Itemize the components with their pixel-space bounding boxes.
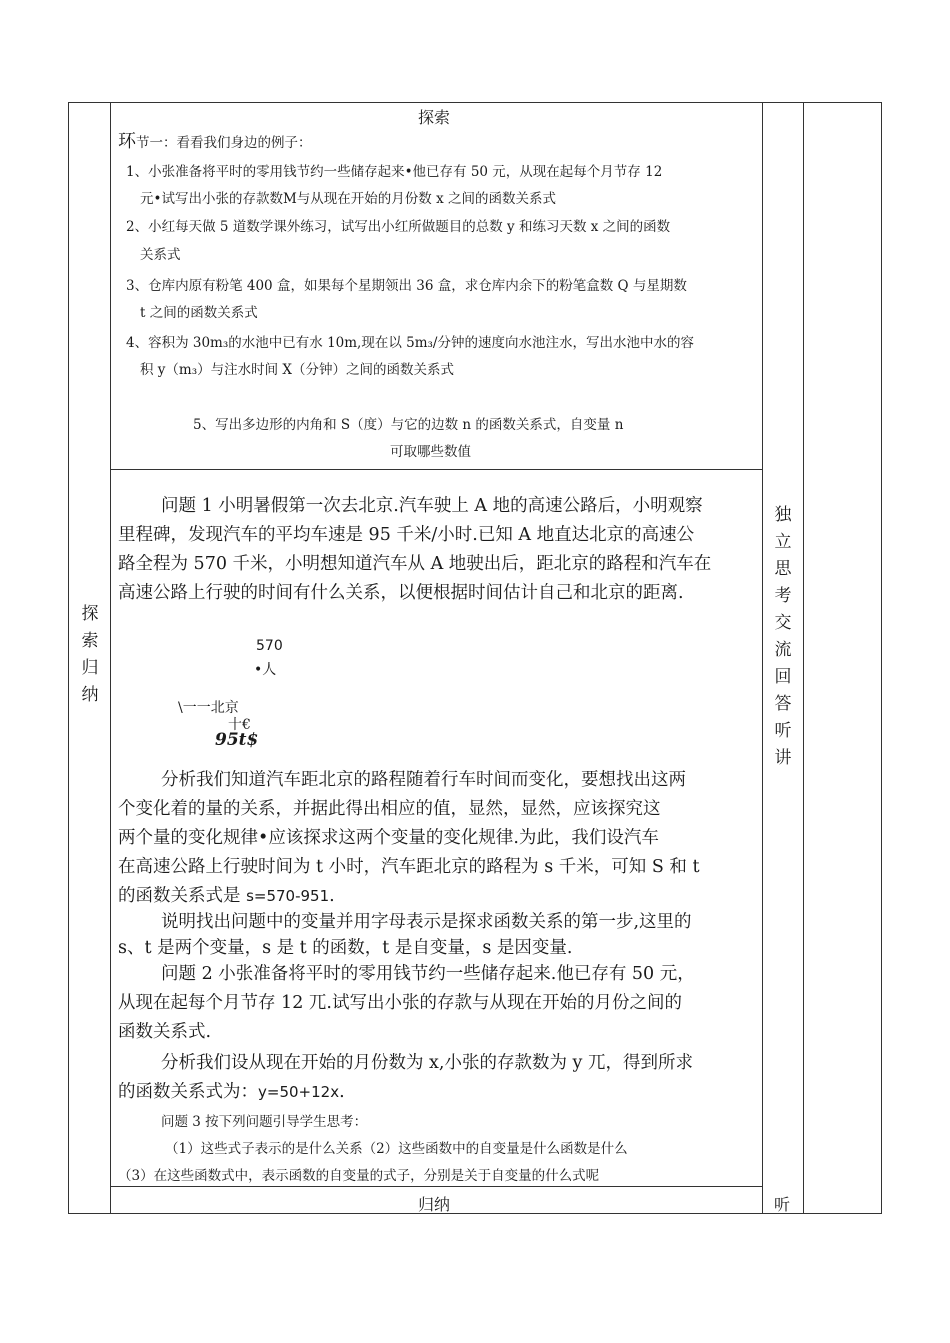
explore-intro — [118, 132, 312, 153]
figure-marker: 十€ — [228, 717, 251, 733]
explore-item-1-line-2: 元•试写出小张的存款数M与从现在开始的月份数 x 之间的函数关系式 — [140, 191, 556, 207]
problem1-line-1: 问题 1 小明暑假第一次去北京.汽车驶上 A 地的高速公路后，小明观察 — [161, 496, 703, 516]
explore-title: 探索 — [418, 108, 451, 127]
analysis2-formula: y=50+12x — [258, 1083, 340, 1101]
problem3-title: 问题 3 按下列问题引导学生思考： — [161, 1114, 368, 1130]
problem1-line-4: 高速公路上行驶的时间有什么关系，以便根据时间估计自己和北京的距离. — [118, 583, 684, 603]
explain-line-1: 说明找出问题中的变量并用字母表示是探求函数关系的第一步,这里的 — [161, 912, 692, 932]
table-border-top — [68, 102, 882, 103]
problem2-line-2: 从现在起每个月节存 12 兀.试写出小张的存款与从现在开始的月份之间的 — [118, 993, 682, 1013]
problem1-line-2: 里程碑，发现汽车的平均车速是 95 千米/小时.已知 A 地直达北京的高速公 — [118, 525, 695, 545]
explore-item-1-line-1: 1、小张准备将平时的零用钱节约一些储存起来•他已存有 50 元，从现在起每个月节存 12 — [126, 164, 663, 180]
explore-item-3-line-1: 3、仓库内原有粉笔 400 盒，如果每个星期领出 36 盒，求仓库内余下的粉笔盒数 Q 与星期数 — [126, 278, 687, 294]
explore-item-3-line-2: t 之间的函数关系式 — [140, 305, 258, 321]
table-border-right — [881, 102, 882, 1214]
table-border-left — [68, 102, 69, 1214]
explore-intro-text: 节一：看看我们身边的例子： — [136, 135, 312, 151]
problem3-question-1: （1）这些式子表示的是什么关系（2）这些函数中的自变量是什么函数是什么 — [165, 1141, 628, 1157]
analysis2-line-2: 的函数关系式为：y=50+12x. — [118, 1082, 345, 1102]
right-activity-label: 独 立 思 考 交 流 回 答 听 讲 — [774, 505, 792, 768]
bottom-right-label: 听 — [774, 1195, 791, 1214]
problem3-question-3: （3）在这些函数式中，表示函数的自变量的式子，分别是关于自变量的什么式呢 — [118, 1168, 600, 1184]
analysis1-line-5: 的函数关系式是 s=570-951. — [118, 886, 335, 906]
analysis1-line-1: 分析我们知道汽车距北京的路程随着行车时间而变化，要想找出这两 — [161, 770, 686, 790]
figure-distance-number: 570 — [256, 638, 283, 654]
problem1-line-3: 路全程为 570 千米，小明想知道汽车从 A 地驶出后，距北京的路程和汽车在 — [118, 554, 712, 574]
analysis2-line-1: 分析我们设从现在开始的月份数为 x,小张的存款数为 y 兀，得到所求 — [161, 1053, 694, 1073]
explore-item-4-line-2: 积 y（m₃）与注水时间 X（分钟）之间的函数关系式 — [140, 362, 455, 378]
summary-title: 归纳 — [418, 1195, 451, 1214]
table-column-line-2 — [762, 102, 763, 1214]
problem2-line-3: 函数关系式. — [118, 1022, 212, 1042]
problem2-line-1: 问题 2 小张准备将平时的零用钱节约一些储存起来.他已存有 50 元， — [161, 964, 695, 984]
table-column-line-1 — [110, 102, 111, 1214]
figure-person-label: •人 — [254, 662, 277, 678]
explore-intro-big-char: 环 — [118, 131, 136, 152]
explore-item-5-line-2: 可取哪些数值 — [390, 444, 471, 460]
figure-italic-label: 95t$ — [215, 730, 259, 750]
analysis1-line-4: 在高速公路上行驶时间为 t 小时，汽车距北京的路程为 s 千米，可知 S 和 t — [118, 857, 700, 877]
explore-item-2-line-2: 关系式 — [140, 247, 181, 263]
explore-item-4-line-1: 4、容积为 30m₃的水池中已有水 10m,现在以 5m₃/分钟的速度向水池注水，写出水池中水的容 — [126, 335, 694, 351]
analysis1-formula: s=570-951 — [246, 887, 330, 905]
explain-line-2: s、t 是两个变量，s 是 t 的函数，t 是自变量，s 是因变量. — [118, 938, 573, 958]
analysis1-line-2: 个变化着的量的关系，并据此得出相应的值，显然，显然，应该探究这 — [118, 799, 661, 819]
table-column-line-3 — [803, 102, 804, 1214]
figure-beijing-label: \一一北京 — [178, 700, 239, 716]
explore-item-5-line-1: 5、写出多边形的内角和 S（度）与它的边数 n 的函数关系式，自变量 n — [193, 417, 624, 433]
left-stage-label: 探 索 归 纳 — [81, 604, 99, 705]
table-border-bottom — [68, 1213, 882, 1214]
analysis1-line-3: 两个量的变化规律•应该探求这两个变量的变化规律.为此，我们设汽车 — [118, 828, 659, 848]
table-divider-explore — [110, 469, 762, 470]
explore-item-2-line-1: 2、小红每天做 5 道数学课外练习，试写出小红所做题目的总数 y 和练习天数 x 之间的函数 — [126, 219, 671, 235]
table-divider-summary — [110, 1186, 762, 1187]
